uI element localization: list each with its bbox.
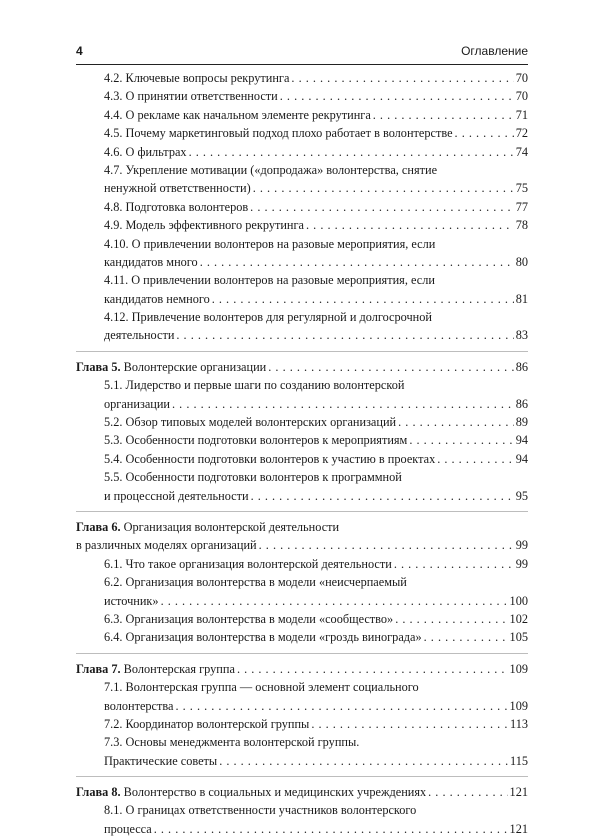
page-header [76,44,528,62]
toc-entry[interactable]: 4.5. Почему маркетинговый подход плохо работает в волонтерстве . . . 72 [76,124,528,142]
toc-entry[interactable]: кандидатов немного . . . 81 [76,290,528,308]
toc-entry[interactable]: 7.2. Координатор волонтерской группы . . . 113 [76,715,528,733]
toc-entry[interactable]: 4.9. Модель эффективного рекрутинга . . . 78 [76,216,528,234]
chapter-heading[interactable]: Глава 8. Волонтерство в социальных и медицинских учреждениях . . . 121 [76,783,528,801]
chapter-divider [76,776,528,777]
toc-entry[interactable]: организации . . . 86 [76,395,528,413]
toc-entry[interactable]: кандидатов много . . . 80 [76,253,528,271]
table-of-contents [76,69,528,838]
chapter-heading[interactable]: Глава 7. Волонтерская группа . . . 109 [76,660,528,678]
toc-entry-line[interactable]: 4.11. О привлечении волонтеров на разовые мероприятия, если [104,273,435,288]
toc-entry-line[interactable]: 7.1. Волонтерская группа — основной элемент социального [104,680,419,695]
chapter-divider [76,653,528,654]
toc-entry[interactable]: 6.3. Организация волонтерства в модели «сообщество» . . . 102 [76,610,528,628]
toc-entry[interactable]: 6.1. Что такое организация волонтерской деятельности . . . 99 [76,555,528,573]
chapter-heading[interactable]: Глава 5. Волонтерские организации . . . 86 [76,358,528,376]
toc-entry-line[interactable]: 4.12. Привлечение волонтеров для регулярной и долгосрочной [104,310,432,325]
toc-entry[interactable]: ненужной ответственности) . . . 75 [76,179,528,197]
toc-entry[interactable]: деятельности . . . 83 [76,326,528,344]
toc-entry[interactable]: и процессной деятельности . . . 95 [76,487,528,505]
toc-entry[interactable]: 5.3. Особенности подготовки волонтеров к мероприятиям . . . 94 [76,431,528,449]
toc-entry[interactable]: 4.3. О принятии ответственности . . . 70 [76,87,528,105]
chapter-divider [76,351,528,352]
toc-entry[interactable]: источник» . . . 100 [76,592,528,610]
toc-entry-line[interactable]: 4.10. О привлечении волонтеров на разовые мероприятия, если [104,236,436,251]
chapter-heading-cont[interactable]: в различных моделях организаций . . . 99 [76,536,528,554]
toc-entry[interactable]: 5.4. Особенности подготовки волонтеров к участию в проектах . . . 94 [76,450,528,468]
toc-entry-line[interactable]: 6.2. Организация волонтерства в модели «неисчерпаемый [104,575,407,590]
toc-entry[interactable]: процесса . . . 121 [76,820,528,838]
page-number: 4 [76,44,83,58]
toc-entry[interactable]: 6.4. Организация волонтерства в модели «гроздь винограда» . . . 105 [76,628,528,646]
toc-entry-line[interactable]: 8.1. О границах ответственности участников волонтерского [104,803,417,818]
toc-entry[interactable]: 4.4. О рекламе как начальном элементе рекрутинга . . . 71 [76,106,528,124]
chapter-divider [76,511,528,512]
toc-entry[interactable]: 5.2. Обзор типовых моделей волонтерских организаций . . . 89 [76,413,528,431]
toc-entry-line[interactable]: 5.5. Особенности подготовки волонтеров к программной [104,470,402,485]
running-title: Оглавление [461,44,528,58]
toc-entry-line[interactable]: 5.1. Лидерство и первые шаги по созданию волонтерской [104,378,405,393]
chapter-heading[interactable]: Глава 6. Организация волонтерской деятельности [76,519,340,534]
toc-entry[interactable]: 4.8. Подготовка волонтеров . . . 77 [76,198,528,216]
toc-entry-line[interactable]: 7.3. Основы менеджмента волонтерской группы. [104,735,360,750]
header-rule [76,64,528,65]
toc-entry[interactable]: Практические советы . . . 115 [76,752,528,770]
toc-entry[interactable]: 4.2. Ключевые вопросы рекрутинга . . . 70 [76,69,528,87]
toc-entry[interactable]: 4.6. О фильтрах . . . 74 [76,143,528,161]
toc-entry[interactable]: волонтерства . . . 109 [76,697,528,715]
toc-entry-line[interactable]: 4.7. Укрепление мотивации («допродажа» волонтерства, снятие [104,162,438,177]
